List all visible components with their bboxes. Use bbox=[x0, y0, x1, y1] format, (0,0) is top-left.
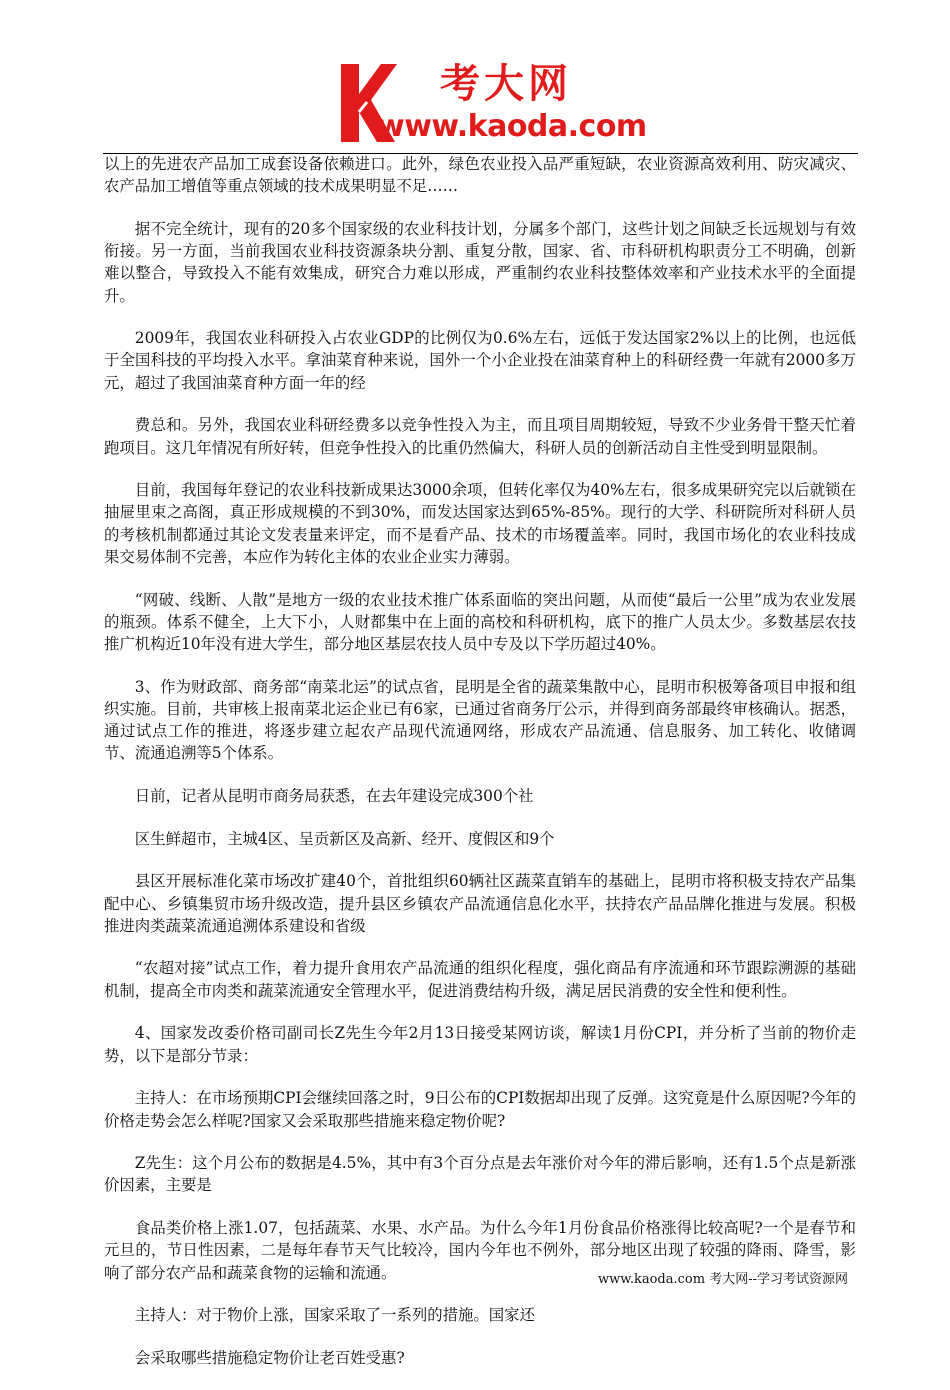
paragraph: 2009年，我国农业科研投入占农业GDP的比例仅为0.6%左右，远低于发达国家2%以上的比例，也远低于全国科技的平均投入水平。拿油菜育种来说，国外一个小企业投在油菜育种上的科研经费一年就有2000多万元，超过了我国油菜育种方面一年的经 bbox=[104, 329, 856, 392]
logo-brand-name: 考大网 bbox=[440, 61, 572, 107]
logo-url: www.kaoda.com bbox=[377, 109, 647, 144]
paragraph: 食品类价格上涨1.07，包括蔬菜、水果、水产品。为什么今年1月份食品价格涨得比较高呢?一个是春节和元旦的，节日性因素，二是每年春节天气比较冷，国内今年也不例外，部分地区出现了较强的降雨、降雪，影响了部分农产品和蔬菜食物的运输和流通。 bbox=[104, 1219, 856, 1282]
paragraph: “网破、线断、人散”是地方一级的农业技术推广体系面临的突出问题，从而使“最后一公里”成为农业发展的瓶颈。体系不健全，上大下小，人财都集中在上面的高校和科研机构，底下的推广人员太少。多数基层农技推广机构近10年没有进大学生，部分地区基层农技人员中专及以下学历超过40%。 bbox=[104, 590, 856, 653]
paragraph: 会采取哪些措施稳定物价让老百姓受惠? bbox=[134, 1348, 405, 1367]
paragraph: 区生鲜超市，主城4区、呈贡新区及高新、经开、度假区和9个 bbox=[134, 829, 555, 848]
paragraph: 主持人：对于物价上涨，国家采取了一系列的措施。国家还 bbox=[134, 1306, 535, 1325]
paragraph: 县区开展标准化菜市场改扩建40个，首批组织60辆社区蔬菜直销车的基础上，昆明市将积极支持农产品集配中心、乡镇集贸市场升级改造，提升县区乡镇农产品流通信息化水平，扶持农产品品牌化推进与发展。积极推进肉类蔬菜流通追溯体系建设和省级 bbox=[104, 872, 856, 935]
paragraph: 据不完全统计，现有的20多个国家级的农业科技计划，分属多个部门，这些计划之间缺乏长远规划与有效衔接。另一方面，当前我国农业科技资源条块分割、重复分散，国家、省、市科研机构职责分工不明确，创新难以整合，导致投入不能有效集成，研究合力难以形成，严重制约农业科技整体效率和产业技术水平的全面提升。 bbox=[104, 219, 856, 305]
paragraph: 4、国家发改委价格司副司长Z先生今年2月13日接受某网访谈，解读1月份CPI，并分析了当前的物价走势，以下是部分节录： bbox=[104, 1024, 856, 1065]
footer-text: www.kaoda.com 考大网--学习考试资源网 bbox=[598, 1272, 848, 1287]
paragraph: 以上的先进农产品加工成套设备依赖进口。此外，绿色农业投入品严重短缺，农业资源高效利用、防灾减灾、农产品加工增值等重点领域的技术成果明显不足…… bbox=[104, 155, 856, 196]
paragraph: 主持人：在市场预期CPI会继续回落之时，9日公布的CPI数据却出现了反弹。这究竟是什么原因呢?今年的价格走势会怎么样呢?国家又会采取那些措施来稳定物价呢? bbox=[104, 1089, 856, 1130]
paragraph: Z先生：这个月公布的数据是4.5%，其中有3个百分点是去年涨价对今年的滞后影响，还有1.5个点是新涨价因素，主要是 bbox=[104, 1154, 856, 1195]
paragraph: 费总和。另外，我国农业科研经费多以竞争性投入为主，而且项目周期较短，导致不少业务骨干整天忙着跑项目。这几年情况有所好转，但竞争性投入的比重仍然偏大，科研人员的创新活动自主性受到明显限制。 bbox=[104, 416, 856, 457]
paragraph: 日前，记者从昆明市商务局获悉，在去年建设完成300个社 bbox=[134, 786, 534, 805]
paragraph: 3、作为财政部、商务部“南菜北运”的试点省，昆明是全省的蔬菜集散中心，昆明市积极筹备项目申报和组织实施。目前，共审核上报南菜北运企业已有6家，已通过省商务厅公示，并得到商务部最终审核确认。据悉，通过试点工作的推进，将逐步建立起农产品现代流通网络，形成农产品流通、信息服务、加工转化、收储调节、流通追溯等5个体系。 bbox=[104, 677, 856, 763]
paragraph: 目前，我国每年登记的农业科技新成果达3000余项，但转化率仅为40%左右，很多成果研究完以后就锁在抽屉里束之高阁，真正形成规模的不到30%，而发达国家达到65%-85%。现行的大学、科研院所对科研人员的考核机制都通过其论文发表量来评定，而不是看产品、技术的市场覆盖率。同时，我国市场化的农业科技成果交易体制不完善，本应作为转化主体的农业企业实力薄弱。 bbox=[104, 481, 856, 566]
paragraph: “农超对接”试点工作，着力提升食用农产品流通的组织化程度，强化商品有序流通和环节跟踪溯源的基础机制，提高全市肉类和蔬菜流通安全管理水平，促进消费结构升级，满足居民消费的安全性和便利性。 bbox=[104, 959, 856, 1000]
article-body bbox=[104, 153, 856, 1390]
site-logo[interactable] bbox=[337, 60, 647, 150]
